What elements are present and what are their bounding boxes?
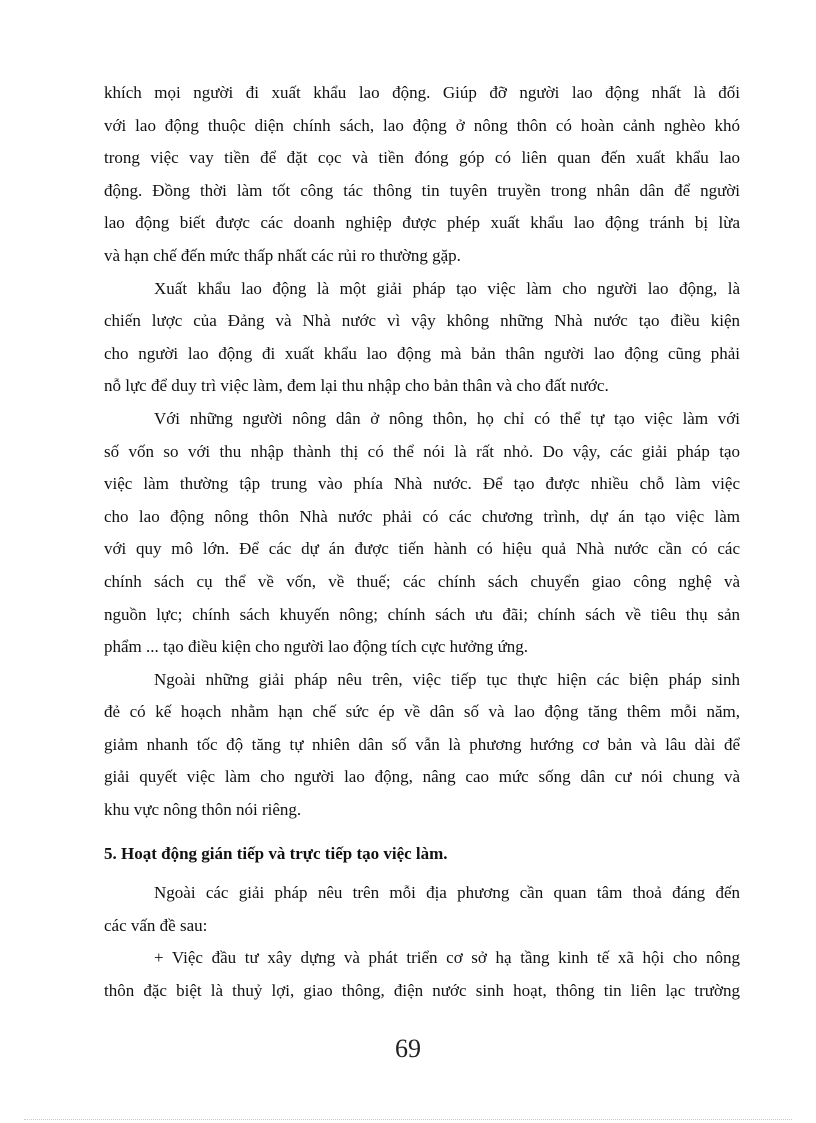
- text-line: thôn đặc biệt là thuỷ lợi, giao thông, điện nước sinh hoạt, thông tin liên lạc trường: [104, 981, 740, 1001]
- text-line: phẩm ... tạo điều kiện cho người lao động tích cực hưởng ứng.: [104, 637, 529, 657]
- text-line: trong việc vay tiền để đặt cọc và tiền đóng góp có liên quan đến xuất khẩu lao: [104, 148, 740, 168]
- paragraph-local-issues: [104, 877, 740, 942]
- page-bottom-divider: [24, 1119, 792, 1120]
- text-line: số vốn so với thu nhập thành thị có thể nói là rất nhỏ. Do vậy, các giải pháp tạo: [104, 441, 740, 461]
- text-line: + Việc đầu tư xây dựng và phát triển cơ sở hạ tầng kinh tế xã hội cho nông: [154, 948, 740, 968]
- text-line: việc làm thường tập trung vào phía Nhà nước. Để tạo được nhiều chỗ làm việc: [104, 474, 740, 494]
- text-line: lao động biết được các doanh nghiệp được phép xuất khẩu lao động tránh bị lừa: [104, 213, 740, 233]
- text-line: chính sách cụ thể về vốn, về thuế; các chính sách chuyển giao công nghệ và: [104, 571, 740, 591]
- text-line: với quy mô lớn. Để các dự án được tiến hành có hiệu quả Nhà nước cần có các: [104, 539, 740, 559]
- text-line: đẻ có kế hoạch nhằm hạn chế sức ép về dân số và lao động tăng thêm mỗi năm,: [104, 702, 740, 722]
- text-line: và hạn chế đến mức thấp nhất các rủi ro thường gặp.: [104, 245, 461, 265]
- text-line: Ngoài các giải pháp nêu trên mỗi địa phương cần quan tâm thoả đáng đến: [154, 883, 740, 903]
- text-line: nỗ lực để duy trì việc làm, đem lại thu nhập cho bản thân và cho đất nước.: [104, 376, 609, 396]
- paragraph-infrastructure-investment: [104, 942, 740, 1007]
- text-line: khu vực nông thôn nói riêng.: [104, 800, 302, 820]
- text-line: khích mọi người đi xuất khẩu lao động. Giúp đỡ người lao động nhất là đối: [104, 83, 740, 102]
- paragraph-population-policy: [104, 664, 740, 827]
- text-line: động. Đồng thời làm tốt công tác thông tin tuyên truyền trong nhân dân để người: [104, 180, 740, 200]
- document-body: [104, 77, 740, 1008]
- text-line: Xuất khẩu lao động là một giải pháp tạo việc làm cho người lao động, là: [154, 278, 740, 298]
- text-line: chiến lược của Đảng và Nhà nước vì vậy không những Nhà nước tạo điều kiện: [104, 311, 740, 331]
- text-line: giảm nhanh tốc độ tăng tự nhiên dân số vẫn là phương hướng cơ bản và lâu dài để: [104, 734, 740, 754]
- paragraph-xuat-khau-support: [104, 77, 740, 273]
- text-line: cho người lao động đi xuất khẩu lao động mà bản thân người lao động cũng phải: [104, 343, 740, 363]
- text-line: cho lao động nông thôn Nhà nước phải có các chương trình, dự án tạo việc làm: [104, 506, 740, 526]
- text-line: với lao động thuộc diện chính sách, lao động ở nông thôn có hoàn cảnh nghèo khó: [104, 115, 740, 135]
- text-line: Ngoài những giải pháp nêu trên, việc tiếp tục thực hiện các biện pháp sinh: [154, 669, 740, 689]
- text-line: nguồn lực; chính sách khuyến nông; chính sách ưu đãi; chính sách về tiêu thụ sản: [104, 604, 740, 624]
- text-line: giải quyết việc làm cho người lao động, nâng cao mức sống dân cư nói chung và: [104, 767, 740, 787]
- section-heading: 5. Hoạt động gián tiếp và trực tiếp tạo việc làm.: [104, 843, 448, 863]
- page-number: 69: [395, 1034, 421, 1063]
- text-line: các vấn đề sau:: [104, 915, 208, 935]
- paragraph-labor-export-strategy: [104, 273, 740, 403]
- paragraph-rural-farmers: [104, 403, 740, 664]
- text-line: Với những người nông dân ở nông thôn, họ chỉ có thể tự tạo việc làm với: [154, 408, 740, 428]
